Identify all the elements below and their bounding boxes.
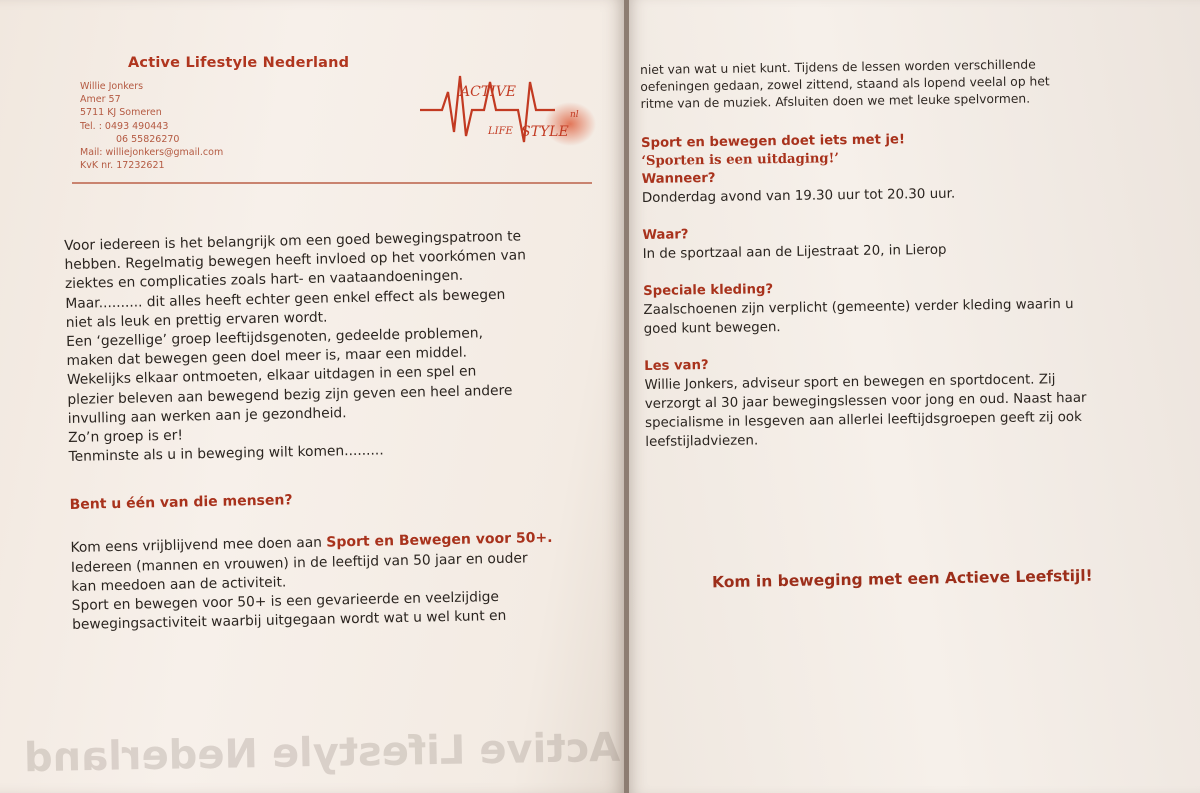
intro-line: Tenminste als u in beweging wilt komen......... (68, 442, 384, 466)
section-title: Sport en bewegen doet iets met je! (641, 132, 906, 151)
logo-word-active: ACTIVE (460, 84, 517, 100)
where-answer-line: In de sportzaal aan de Lijestraat 20, in Lierop (642, 242, 947, 262)
teacher-answer-line: specialisme in lesgeven aan allerlei leeftijdsgroepen geeft zij ook (644, 409, 1082, 431)
when-question: Wanneer? (641, 170, 716, 187)
continued-line: oefeningen gedaan, zowel zittend, staand als lopend veelal op het (640, 74, 1050, 94)
invite-line: Sport en bewegen voor 50+ is een gevarieerde en veelzijdige (71, 589, 500, 614)
clothing-question: Speciale kleding? (643, 282, 774, 299)
left-body (64, 226, 612, 636)
contact-phone: Tel. : 0493 490443 (80, 120, 169, 132)
when-answer-line: Donderdag avond van 19.30 uur tot 20.30 uur. (641, 186, 956, 206)
page-fold (624, 0, 629, 793)
teacher-question: Les van? (644, 358, 709, 374)
teacher-answer-line: leefstijladviezen. (645, 433, 759, 450)
invite-paragraph (70, 528, 612, 635)
contact-block (80, 80, 223, 172)
intro-line: Wekelijks elkaar ontmoeten, elkaar uitdagen in een spel en (66, 363, 477, 389)
teacher-answer-line: verzorgt al 30 jaar bewegingslessen voor jong en oud. Naast haar (644, 390, 1087, 412)
call-to-action: Kom in beweging met een Actieve Leefstijl! (711, 566, 1093, 592)
question-heading: Bent u één van die mensen? (69, 492, 293, 514)
intro-line: hebben. Regelmatig bewegen heeft invloed op het voorkómen van (64, 247, 527, 274)
intro-line: Een ‘gezellige’ groep leeftijdsgenoten, gedeelde problemen, (66, 325, 484, 350)
teacher-answer-line: Willie Jonkers, adviseur sport en bewegen en sportdocent. Zij (644, 372, 1056, 393)
invite-prefix: Kom eens vrijblijvend mee doen aan (70, 535, 327, 557)
brand-title: Active Lifestyle Nederland (128, 55, 350, 71)
contact-mobile: 06 55826270 (116, 133, 180, 145)
active-lifestyle-logo (420, 62, 598, 162)
contact-street: Amer 57 (80, 94, 121, 106)
right-body (640, 54, 1185, 452)
section-subtitle: ‘Sporten is een uitdaging!’ (641, 151, 840, 169)
intro-line: Zo’n groep is er! (68, 427, 184, 446)
intro-line: invulling aan werken aan je gezondheid. (67, 404, 347, 427)
intro-line: niet als leuk en prettig ervaren wordt. (65, 309, 328, 331)
contact-name: Willie Jonkers (80, 81, 144, 92)
continued-line: niet van wat u niet kunt. Tijdens de lessen worden verschillende (640, 57, 1036, 77)
contact-email: Mail: williejonkers@gmail.com (80, 147, 224, 159)
intro-line: maken dat bewegen geen doel meer is, maar een middel. (66, 344, 468, 370)
invite-line: kan meedoen aan de activiteit. (71, 574, 287, 595)
logo-word-life: LIFE (488, 126, 513, 137)
invite-highlight: Sport en Bewegen voor 50+. (326, 530, 553, 552)
intro-paragraph (64, 226, 609, 468)
logo-word-nl: nl (570, 110, 579, 120)
invite-line: bewegingsactiviteit waarbij uitgegaan wordt wat u wel kunt en (71, 608, 507, 634)
teacher-answer (644, 368, 1185, 452)
continued-line: ritme van de muziek. Afsluiten doen we met leuke spelvormen. (640, 91, 1031, 111)
intro-line: plezier beleven aan bewegend bezig zijn geven een heel andere (67, 382, 513, 408)
clothing-answer-line: Zaalschoenen zijn verplicht (gemeente) verder kleding waarin u (643, 296, 1074, 318)
intro-line: Voor iedereen is het belangrijk om een goed bewegingspatroon te (64, 228, 522, 254)
contact-kvk: KvK nr. 17232621 (80, 160, 165, 172)
show-through-text: Active Lifestyle Nederland (23, 724, 621, 782)
invite-line: Iedereen (mannen en vrouwen) in de leeftijd van 50 jaar en ouder (70, 550, 528, 576)
logo-word-style: STYLE (521, 124, 569, 140)
where-question: Waar? (642, 227, 689, 243)
clothing-answer-line: goed kunt bewegen. (643, 320, 781, 337)
contact-postal: 5711 KJ Someren (80, 107, 162, 119)
intro-line: Maar.......... dit alles heeft echter geen enkel effect als bewegen (65, 286, 506, 312)
continued-paragraph (640, 54, 1181, 113)
intro-line: ziektes en complicaties zoals hart- en vaataandoeningen. (64, 268, 464, 293)
header-divider (72, 182, 592, 184)
